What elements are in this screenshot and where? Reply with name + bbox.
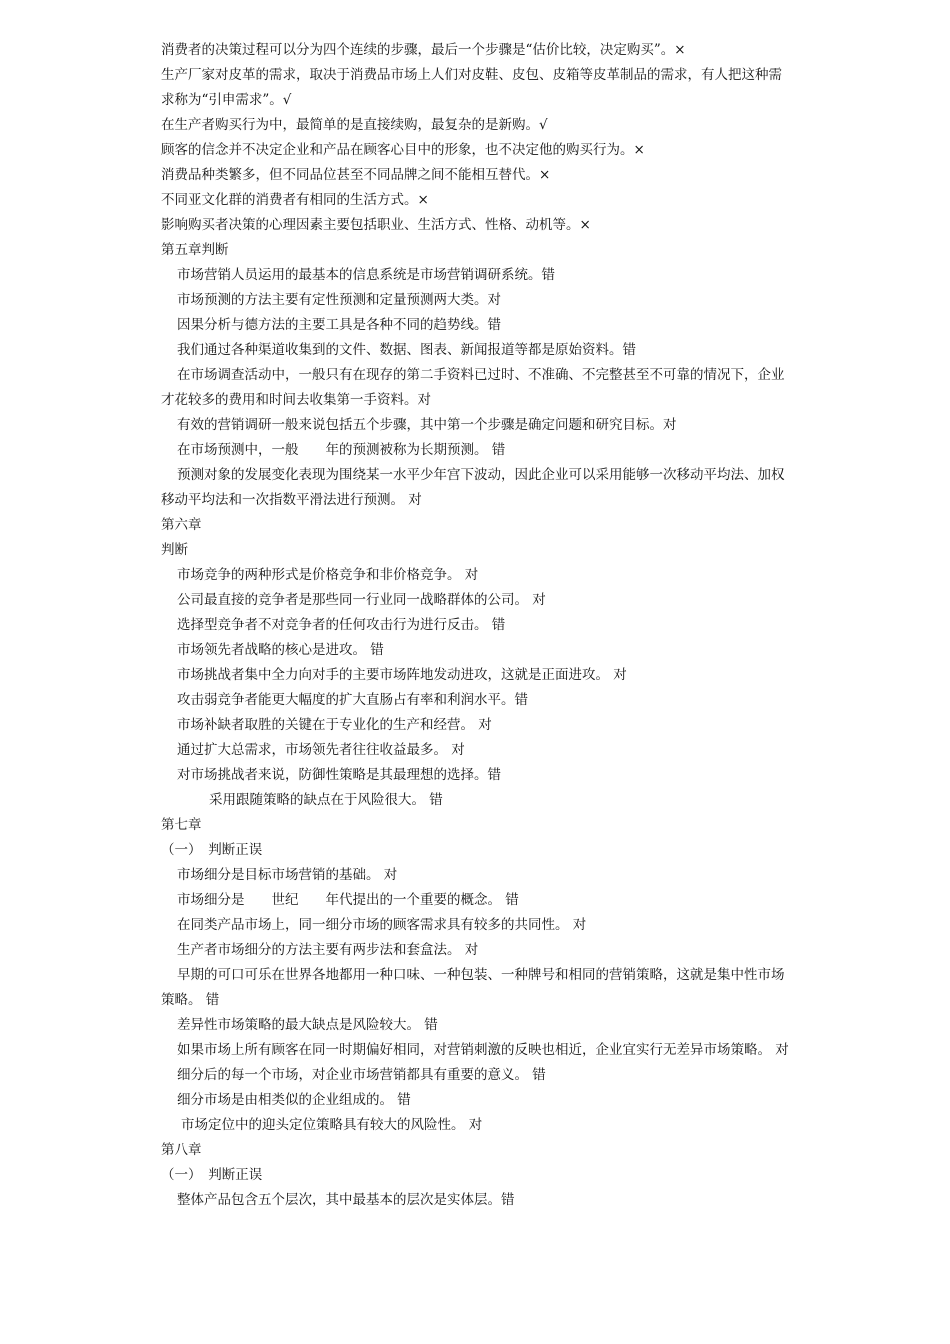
text-line: 在市场预测中，一般 年的预测被称为长期预测。 错 (177, 442, 506, 458)
text-line: 市场挑战者集中全力向对手的主要市场阵地发动进攻，这就是正面进攻。 对 (177, 667, 627, 683)
text-line: 顾客的信念并不决定企业和产品在顾客心目中的形象，也不决定他的购买行为。× (161, 142, 645, 158)
text-line: 市场补缺者取胜的关键在于专业化的生产和经营。 对 (177, 717, 492, 733)
text-line: 采用跟随策略的缺点在于风险很大。 错 (209, 792, 443, 808)
text-line: 选择型竞争者不对竞争者的任何攻击行为进行反击。 错 (177, 617, 506, 633)
text-line: 在市场调查活动中，一般只有在现存的第二手资料已过时、不准确、不完整甚至不可靠的情况下，企业 (177, 367, 785, 383)
text-line: 在生产者购买行为中，最简单的是直接续购，最复杂的是新购。√ (161, 117, 548, 133)
text-line: 有效的营销调研一般来说包括五个步骤，其中第一个步骤是确定问题和研究目标。对 (177, 417, 677, 433)
text-line: 细分后的每一个市场，对企业市场营销都具有重要的意义。 错 (177, 1067, 546, 1083)
text-line: 对市场挑战者来说，防御性策略是其最理想的选择。错 (177, 767, 501, 783)
text-line: 第七章 (161, 817, 202, 833)
text-line: 差异性市场策略的最大缺点是风险较大。 错 (177, 1017, 438, 1033)
text-line: 影响购买者决策的心理因素主要包括职业、生活方式、性格、动机等。× (161, 217, 591, 233)
text-line: 生产者市场细分的方法主要有两步法和套盒法。 对 (177, 942, 479, 958)
text-line: （一） 判断正误 (161, 1167, 263, 1183)
text-line: 市场预测的方法主要有定性预测和定量预测两大类。对 (177, 292, 501, 308)
text-line: 第五章判断 (161, 242, 229, 258)
text-line: 因果分析与德方法的主要工具是各种不同的趋势线。错 (177, 317, 501, 333)
text-line: 在同类产品市场上，同一细分市场的顾客需求具有较多的共同性。 对 (177, 917, 587, 933)
text-line: 第六章 (161, 517, 202, 533)
text-line: 如果市场上所有顾客在同一时期偏好相同，对营销刺激的反映也相近，企业宜实行无差异市场策略。 对 (177, 1042, 789, 1058)
text-line: 市场竞争的两种形式是价格竞争和非价格竞争。 对 (177, 567, 479, 583)
text-line: 消费品种类繁多，但不同品位甚至不同品牌之间不能相互替代。× (161, 167, 551, 183)
document-page (161, 38, 831, 1213)
text-line: 策略。 错 (161, 992, 220, 1008)
text-line: 公司最直接的竞争者是那些同一行业同一战略群体的公司。 对 (177, 592, 546, 608)
text-line: 消费者的决策过程可以分为四个连续的步骤，最后一个步骤是“估价比较，决定购买”。× (161, 42, 686, 58)
text-line: 整体产品包含五个层次，其中最基本的层次是实体层。错 (177, 1192, 515, 1208)
text-line: 市场领先者战略的核心是进攻。 错 (177, 642, 384, 658)
text-line: 攻击弱竞争者能更大幅度的扩大直肠占有率和利润水平。错 (177, 692, 528, 708)
text-line: 生产厂家对皮革的需求，取决于消费品市场上人们对皮鞋、皮包、皮箱等皮革制品的需求，有人把这种需 (161, 67, 782, 83)
text-line: 求称为“引申需求”。√ (161, 92, 292, 108)
text-line: 市场细分是 世纪 年代提出的一个重要的概念。 错 (177, 892, 519, 908)
text-line: 才花较多的费用和时间去收集第一手资料。对 (161, 392, 431, 408)
text-line: 判断 (161, 542, 188, 558)
text-line: 市场细分是目标市场营销的基础。 对 (177, 867, 398, 883)
text-line: 早期的可口可乐在世界各地都用一种口味、一种包装、一种牌号和相同的营销策略，这就是集中性市场 (177, 967, 785, 983)
text-line: 市场定位中的迎头定位策略具有较大的风险性。 对 (181, 1117, 483, 1133)
text-line: 细分市场是由相类似的企业组成的。 错 (177, 1092, 411, 1108)
text-line: 预测对象的发展变化表现为围绕某一水平少年宫下波动，因此企业可以采用能够一次移动平均法、加权 (177, 467, 785, 483)
text-line: 不同亚文化群的消费者有相同的生活方式。× (161, 192, 429, 208)
text-line: 我们通过各种渠道收集到的文件、数据、图表、新闻报道等都是原始资料。错 (177, 342, 636, 358)
text-line: （一） 判断正误 (161, 842, 263, 858)
text-line: 移动平均法和一次指数平滑法进行预测。 对 (161, 492, 422, 508)
text-line: 通过扩大总需求，市场领先者往往收益最多。 对 (177, 742, 465, 758)
text-line: 第八章 (161, 1142, 202, 1158)
text-line: 市场营销人员运用的最基本的信息系统是市场营销调研系统。错 (177, 267, 555, 283)
